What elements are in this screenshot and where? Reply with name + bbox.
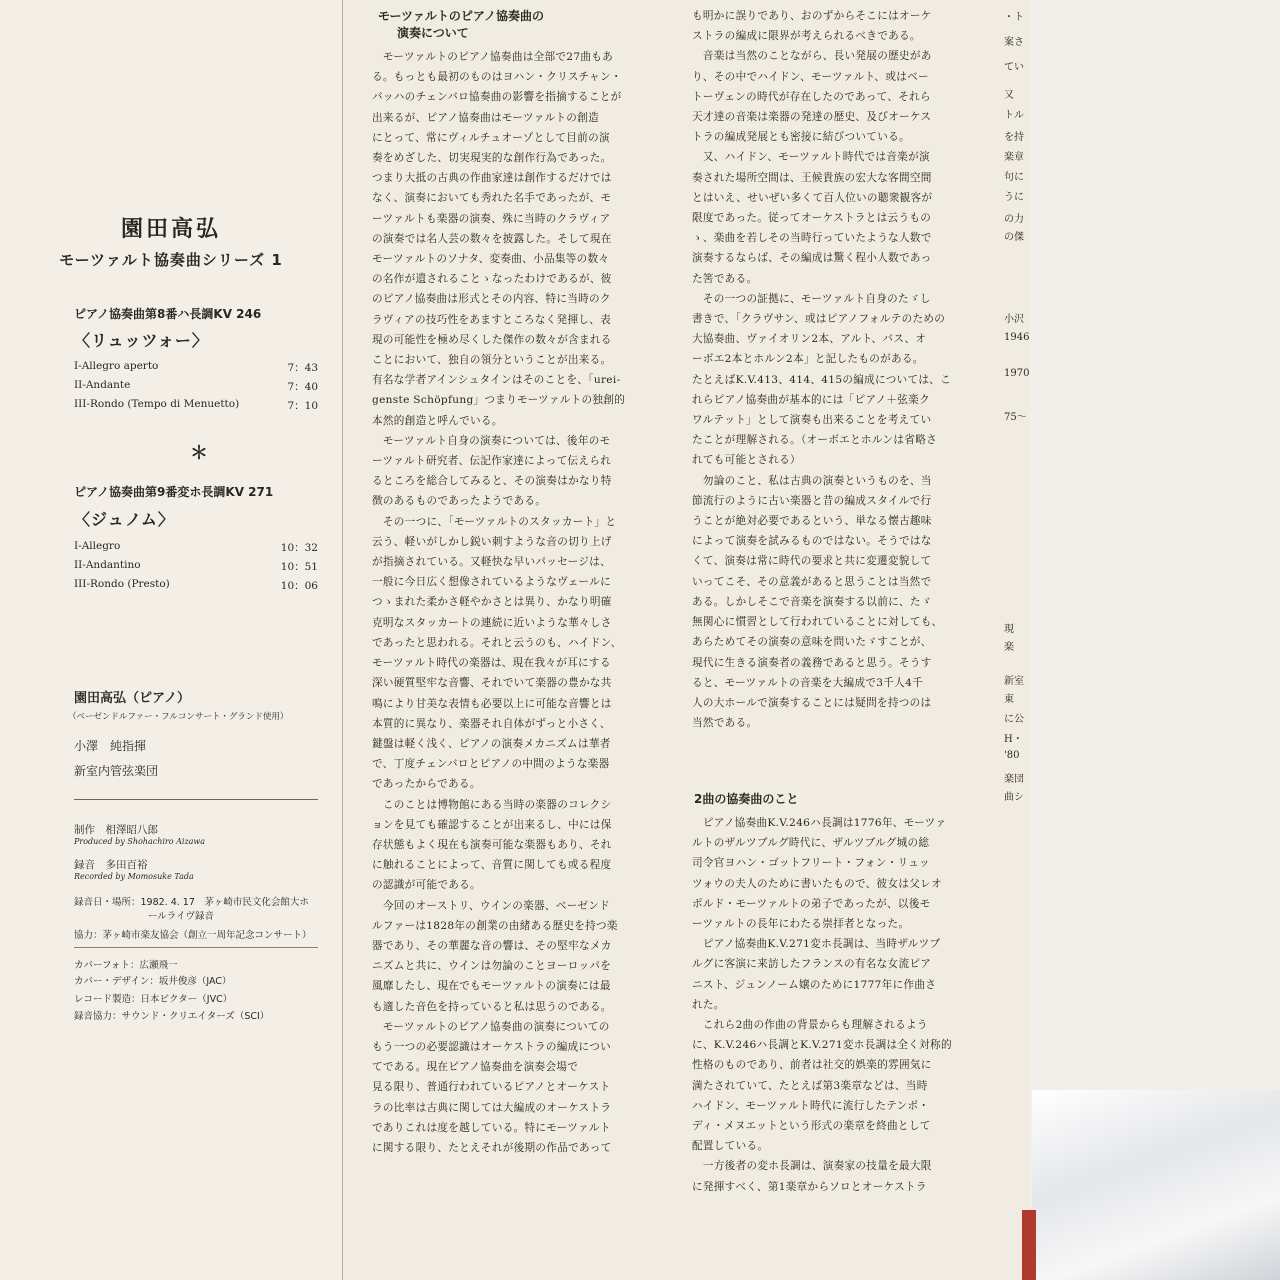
- track-row: [74, 398, 318, 413]
- clipped-edge-text: の力: [1004, 214, 1024, 225]
- recording-date: 録音日・場所：1982. 4. 17 茅ヶ崎市民文化会館大ホ: [74, 897, 309, 908]
- essay-line: なく、演奏においても秀れた名手であったが、モ: [372, 192, 612, 205]
- essay-line: 今回のオーストリ、ウインの楽器、ベーゼンド: [372, 899, 611, 912]
- essay-line: も適した音色を持っていると私は思うのである。: [372, 1000, 612, 1013]
- essay-line: た筈である。: [692, 272, 758, 285]
- essay-line: その一つに、「モーツァルトのスタッカート」と: [372, 515, 617, 528]
- essay-line: の演奏では名人芸の数々を披露した。そして現在: [372, 232, 612, 245]
- conductor: 小澤 純指揮: [74, 739, 147, 753]
- essay-line: 奏された場所空間は、王候貴族の宏大な客間空間: [692, 171, 932, 184]
- essay-line: 器であり、その華麗な音の響は、その堅牢なメカ: [372, 939, 612, 952]
- track-row: [74, 360, 318, 375]
- essay-line: ると、モーツァルトの音楽を大編成で3千人4千: [692, 676, 923, 689]
- essay-line: 無関心に慣習として行われていることに対しても、: [692, 616, 943, 629]
- track-time: 7：40: [287, 381, 318, 393]
- essay-line: に触れることによって、音質に関しても或る程度: [372, 859, 612, 872]
- essay-line: れらピアノ協奏曲が基本的には「ピアノ＋弦楽ク: [692, 393, 930, 406]
- essay-line: 奏をめざした、切実現実的な創作行為であった。: [372, 152, 612, 165]
- track-name: I-Allegro: [74, 540, 121, 552]
- clipped-edge-text: 新室: [1004, 676, 1024, 687]
- engineer-en: Recorded by Momosuke Tada: [74, 872, 194, 881]
- essay-line: 大協奏曲、ヴァイオリン2本、アルト、バス、オ: [692, 333, 927, 346]
- essay-line: ーボエ2本とホルン2本」と記したものがある。: [692, 353, 924, 366]
- essay-line: る。もっとも最初のものはヨハン・クリスチャン・: [372, 71, 622, 84]
- essay-line: てである。現在ピアノ協奏曲を演奏会場で: [372, 1061, 579, 1074]
- essay-line: 有名な学者アインシュタインはそのことを、「urei-: [372, 374, 621, 387]
- track-name: II-Andantino: [74, 559, 141, 571]
- inner-sleeve-paper: [1030, 0, 1280, 1280]
- essay-line: たとえばK.V.413、414、415の編成については、こ: [692, 373, 952, 386]
- concerto1-title: ピアノ協奏曲第8番ハ長調KV 246: [74, 307, 262, 321]
- clipped-edge-text: 小沢: [1004, 314, 1024, 325]
- essay-line: に発揮すべく、第1楽章からソロとオーケストラ: [692, 1180, 927, 1193]
- essay-line: ーツァルト研究者、伝記作家達によって伝えられ: [372, 455, 612, 468]
- pianist: 園田高弘（ピアノ）: [74, 691, 190, 706]
- clipped-edge-text: 句に: [1004, 172, 1024, 183]
- record-manufacture: レコード製造：日本ビクター（JVC）: [74, 994, 233, 1005]
- essay-line: 配置している。: [692, 1140, 769, 1153]
- essay-line: 存状態もよく現在も演奏可能な楽器もあり、それ: [372, 838, 612, 851]
- cooperation: 協力：茅ヶ崎市楽友協会（創立一周年記念コンサート）: [74, 930, 312, 941]
- essay-line: 限度であった。従ってオーケストラとは云うもの: [692, 212, 932, 225]
- separator-star: ＊: [190, 443, 208, 464]
- essay-line: うことが絶対必要であるという、単なる懐古趣味: [692, 515, 932, 528]
- essay-line: 見る限り、普通行われているピアノとオーケスト: [372, 1081, 611, 1094]
- essay-line: に関する限り、たとえそれが後期の作品であって: [372, 1141, 612, 1154]
- producer: 制作 相澤昭八郎: [74, 824, 158, 836]
- orchestra: 新室内管弦楽団: [74, 764, 159, 778]
- essay-line: このことは博物館にある当時の楽器のコレクシ: [372, 798, 612, 811]
- essay-line: 出来るが、ピアノ協奏曲はモーツァルトの創造: [372, 111, 599, 124]
- essay-line: であったからである。: [372, 778, 481, 791]
- essay-line: ラの比率は古典に関しては大編成のオーケストラ: [372, 1101, 612, 1114]
- essay-line: 当然である。: [692, 717, 758, 730]
- essay-line: もう一つの必要認識はオーケストラの編成につい: [372, 1040, 612, 1053]
- recording-date-2: ールライヴ録音: [148, 911, 215, 922]
- essay-column-1: [372, 47, 625, 1158]
- essay-line: あらためてその演奏の意味を問いたゞすことが、: [692, 636, 932, 649]
- essay-line: 天才達の音楽は楽器の発達の歴史、及びオーケス: [692, 111, 932, 124]
- essay-line: ハイドン、モーツァルト時代に流行したテンポ・: [692, 1099, 930, 1112]
- track-row: [74, 379, 318, 394]
- track-time: 10：32: [280, 542, 318, 554]
- track-time: 10：51: [280, 561, 318, 573]
- clipped-edge-text: 楽: [1004, 642, 1014, 653]
- clipped-edge-text: 東: [1004, 694, 1014, 705]
- essay-line: るところを総合してみると、その演奏はかなり特: [372, 475, 612, 488]
- essay-line: 司令官ヨハン・ゴットフリート・フォン・リュッ: [692, 857, 930, 870]
- essay-line: 一般に今日広く想像されているようなヴェールに: [372, 576, 612, 589]
- essay-line: れた。: [692, 998, 725, 1011]
- essay-line: の認識が可能である。: [372, 879, 481, 892]
- essay-line: ョンを見ても確認することが出来るし、中には保: [372, 818, 612, 831]
- essay-line: トーヴェンの時代が存在したのであって、それら: [692, 90, 931, 103]
- series-title: モーツァルト協奏曲シリーズ 1: [59, 251, 283, 269]
- clipped-edge-text: 又: [1004, 90, 1014, 101]
- essay-line: ことにおいて、独自の領分ということが出来る。: [372, 354, 612, 367]
- clipped-edge-text: に公: [1004, 714, 1024, 725]
- essay-line: 現の可能性を極め尽くした傑作の数々が含まれる: [372, 333, 612, 346]
- essay-line: ニスト、ジュンノーム嬢のために1777年に作曲さ: [692, 978, 937, 991]
- essay-line: 徴のあるものであったようである。: [372, 495, 547, 508]
- essay-line: ピアノ協奏曲K.V.271変ホ長調は、当時ザルツブ: [692, 938, 941, 951]
- concerto2-nickname: 〈ジュノム〉: [74, 510, 175, 529]
- producer-en: Produced by Shohachiro Aizawa: [74, 837, 206, 846]
- essay-line: つゝまれた柔かさ軽やかさとは異り、かなり明確: [372, 596, 612, 609]
- recording-cooperation: 録音協力：サウンド・クリエイターズ（SCI）: [74, 1011, 270, 1022]
- essay-line: ルファーは1828年の創業の由緒ある歴史を持つ楽: [372, 919, 618, 932]
- essay-line: 満たされていて、たとえば第3楽章などは、当時: [692, 1079, 928, 1092]
- cover-design: カバー・デザイン：坂井俊彦（JAC）: [74, 976, 232, 987]
- essay-column-2: [692, 6, 951, 733]
- essay-line: 鳴により甘美な表情も必要以上に可能な音響とは: [372, 697, 612, 710]
- clipped-edge-text: 楽団: [1004, 774, 1024, 785]
- essay-line: 節流行のように古い楽器と昔の編成スタイルで行: [692, 494, 932, 507]
- cover-photo: カバーフォト：広瀬飛一: [74, 960, 178, 971]
- piano-note: （ベーゼンドルファー・フルコンサート・グランド使用）: [68, 712, 289, 722]
- essay-line: 又、ハイドン、モーツァルト時代では音楽が演: [692, 151, 930, 164]
- essay-line: 鍵盤は軽く浅く、ピアノの演奏メカニズムは華者: [372, 737, 611, 750]
- clipped-edge-text: H・: [1004, 734, 1023, 745]
- plastic-sleeve: [1032, 1090, 1280, 1280]
- essay-line: であったと思われる。それと云うのも、ハイドン、: [372, 636, 622, 649]
- essay-line: れても可能とされる）: [692, 454, 801, 467]
- essay-line: で、丁度チェンバロとピアノの中間のような楽器: [372, 758, 610, 771]
- essay-line: が指摘されている。又軽快な早いパッセージは、: [372, 556, 612, 569]
- clipped-edge-text: 現: [1004, 624, 1014, 635]
- concerto1-nickname: 〈リュッツォー〉: [74, 331, 209, 350]
- essay-line: 性格のものであり、前者は社交的娯楽的雰囲気に: [692, 1059, 932, 1072]
- essay-line: ディ・メヌエットという形式の楽章を終曲として: [692, 1120, 931, 1133]
- track-time: 7：43: [287, 362, 318, 374]
- engineer: 録音 多田百裕: [74, 859, 148, 871]
- clipped-edge-text: うに: [1004, 192, 1024, 203]
- essay-line: ワルテット」として演奏も出来ることを考えてい: [692, 414, 932, 427]
- essay-line: 風靡したし、現在でもモーツァルトの演奏には最: [372, 980, 611, 993]
- essay-heading-2: 演奏について: [397, 26, 469, 40]
- essay-line: 一方後者の変ホ長調は、演奏家の技量を最大限: [692, 1160, 932, 1173]
- clipped-edge-text: 1970: [1004, 368, 1030, 379]
- track-name: I-Allegro aperto: [74, 360, 159, 372]
- track-time: 10：06: [280, 580, 318, 592]
- essay-line: ピアノ協奏曲K.V.246ハ長調は1776年、モーツァ: [692, 817, 947, 829]
- essay-line: ポルド・モーツァルトの弟子であったが、以後モ: [692, 897, 931, 910]
- essay-line: ーツァルトも楽器の演奏、殊に当時のクラヴィア: [372, 212, 611, 225]
- track-name: III-Rondo (Tempo di Menuetto): [74, 398, 240, 410]
- track-row: [74, 578, 318, 593]
- track-time: 7：10: [287, 400, 318, 412]
- divider-line: [74, 799, 318, 800]
- essay-line: ツォウの夫人のために書いたもので、彼女は父レオ: [692, 877, 942, 890]
- essay-line: つまり大抵の古典の作曲家達は創作するだけでは: [372, 172, 612, 185]
- artist-title: 園田高弘: [120, 217, 221, 242]
- essay-line: にとって、常にヴィルチュオーゾとして目前の演: [372, 131, 610, 144]
- clipped-edge-text: 1946: [1004, 332, 1030, 343]
- essay-line: モーツァルトのピアノ協奏曲の演奏についての: [372, 1020, 610, 1033]
- essay-line: 本然的創造と呼んでいる。: [372, 414, 503, 427]
- essay-line: でありこれは度を越している。特にモーツァルト: [372, 1121, 611, 1134]
- essay-line: ルグに客演に来訪したフランスの有名な女流ピア: [692, 958, 932, 971]
- essay-line: のピアノ協奏曲は形式とその内容、特に当時のク: [372, 293, 611, 306]
- essay-line: たことが理解される。（オーボエとホルンは省略さ: [692, 434, 937, 447]
- clipped-edge-text: 曲シ: [1004, 792, 1024, 803]
- essay-line: その一つの証拠に、モーツァルト自身のたゞし: [692, 292, 931, 305]
- essay-line: に、K.V.246ハ長調とK.V.271変ホ長調は全く対称的: [692, 1039, 952, 1052]
- clipped-edge-text: を持: [1004, 132, 1024, 143]
- essay-line: モーツァルト時代の楽器は、現在我々が耳にする: [372, 657, 611, 670]
- track-row: [74, 540, 318, 555]
- essay-heading-1: モーツァルトのピアノ協奏曲の: [378, 9, 544, 23]
- essay-column-2b: [692, 813, 952, 1197]
- essay-line: ラヴィアの技巧性をあますところなく発揮し、表: [372, 313, 612, 326]
- essay-line: 克明なスタッカートの連続に近いような華々しさ: [372, 616, 612, 629]
- essay-line: ルトのザルツブルグ時代に、ザルツブルグ城の総: [692, 837, 930, 850]
- essay-line: これら2曲の作曲の背景からも理解されるよう: [692, 1019, 928, 1032]
- essay-line: 人の大ホールで演奏することには疑問を持つのは: [692, 696, 932, 709]
- essay-line: バッハのチェンバロ協奏曲の影響を指摘することが: [372, 91, 622, 104]
- album-info-panel: [0, 0, 343, 1280]
- essay-line: モーツァルトのピアノ協奏曲は全部で27曲もあ: [372, 51, 614, 63]
- divider-line-2: [74, 947, 318, 948]
- essay-line: モーツァルトのソナタ、変奏曲、小品集等の数々: [372, 253, 610, 266]
- essay-line: くて、演奏は常に時代の要求と共に変遷変貌して: [692, 555, 932, 568]
- essay-line: いってこそ、その意義があると思うことは当然で: [692, 575, 932, 588]
- clipped-edge-text: 案さ: [1004, 37, 1024, 48]
- essay-line: り、その中でハイドン、モーツァルト、或はベー: [692, 70, 929, 83]
- clipped-edge-text: の傑: [1004, 232, 1024, 243]
- essay-line: 現代に生きる演奏者の義務であると思う。そうす: [692, 656, 932, 669]
- clipped-edge-text: トル: [1004, 110, 1024, 121]
- essay-line: ニズムと共に、ウインは勿論のことヨーロッパを: [372, 960, 612, 973]
- essay-line: も明かに誤りであり、おのずからそこにはオーケ: [692, 10, 932, 22]
- essay-line: 深い硬質堅牢な音響、それでいて楽器の豊かな共: [372, 677, 612, 690]
- essay-line: モーツァルト自身の演奏については、後年のモ: [372, 434, 611, 447]
- essay-line: ーツァルトの長年にわたる崇拝者となった。: [692, 918, 910, 931]
- essay-line: によって演奏を試みるものではない。そうではな: [692, 535, 932, 548]
- essay-line: ストラの編成に限界が考えられるべきである。: [692, 30, 921, 43]
- track-name: II-Andante: [74, 379, 131, 391]
- essay-line: 勿論のこと、私は古典の演奏というものを、当: [692, 474, 932, 487]
- essay-line: の名作が遺されることゝなったわけであるが、彼: [372, 273, 612, 286]
- clipped-edge-text: 75～: [1004, 412, 1027, 423]
- clipped-edge-text: '80: [1004, 750, 1020, 761]
- essay-line: トラの編成発展とも密接に結びついている。: [692, 131, 910, 144]
- essay-line: ゝ、楽曲を若しその当時行っていたような人数で: [692, 232, 932, 245]
- track-row: [74, 559, 318, 574]
- essay-line: 本質的に異なり、楽器それ自体がずっと小さく、: [372, 717, 611, 730]
- essay-line: 書きで、「クラヴサン、或はピアノフォルテのための: [692, 313, 946, 326]
- essay-line: 云う、軽いがしかし鋭い刺すような音の切り上げ: [372, 535, 612, 548]
- essay-line: ある。しかしそこで音楽を演奏する以前に、たゞ: [692, 595, 932, 608]
- record-edge: [1022, 1210, 1036, 1280]
- clipped-edge-text: ・ト: [1004, 12, 1024, 23]
- clipped-edge-text: 楽章: [1004, 152, 1024, 163]
- essay-line: genste Schöpfung」つまりモーツァルトの独創的: [372, 394, 626, 407]
- essay-line: 演奏するならば、その編成は驚く程小人数であっ: [692, 252, 932, 265]
- section-heading-two-concertos: 2曲の協奏曲のこと: [694, 792, 799, 806]
- clipped-edge-text: てい: [1004, 62, 1024, 73]
- track-name: III-Rondo (Presto): [74, 578, 170, 590]
- essay-line: とはいえ、せいぜい多くて百人位いの聴衆観客が: [692, 191, 933, 204]
- concerto2-title: ピアノ協奏曲第9番変ホ長調KV 271: [74, 485, 274, 499]
- essay-line: 音楽は当然のことながら、長い発展の歴史があ: [692, 50, 932, 63]
